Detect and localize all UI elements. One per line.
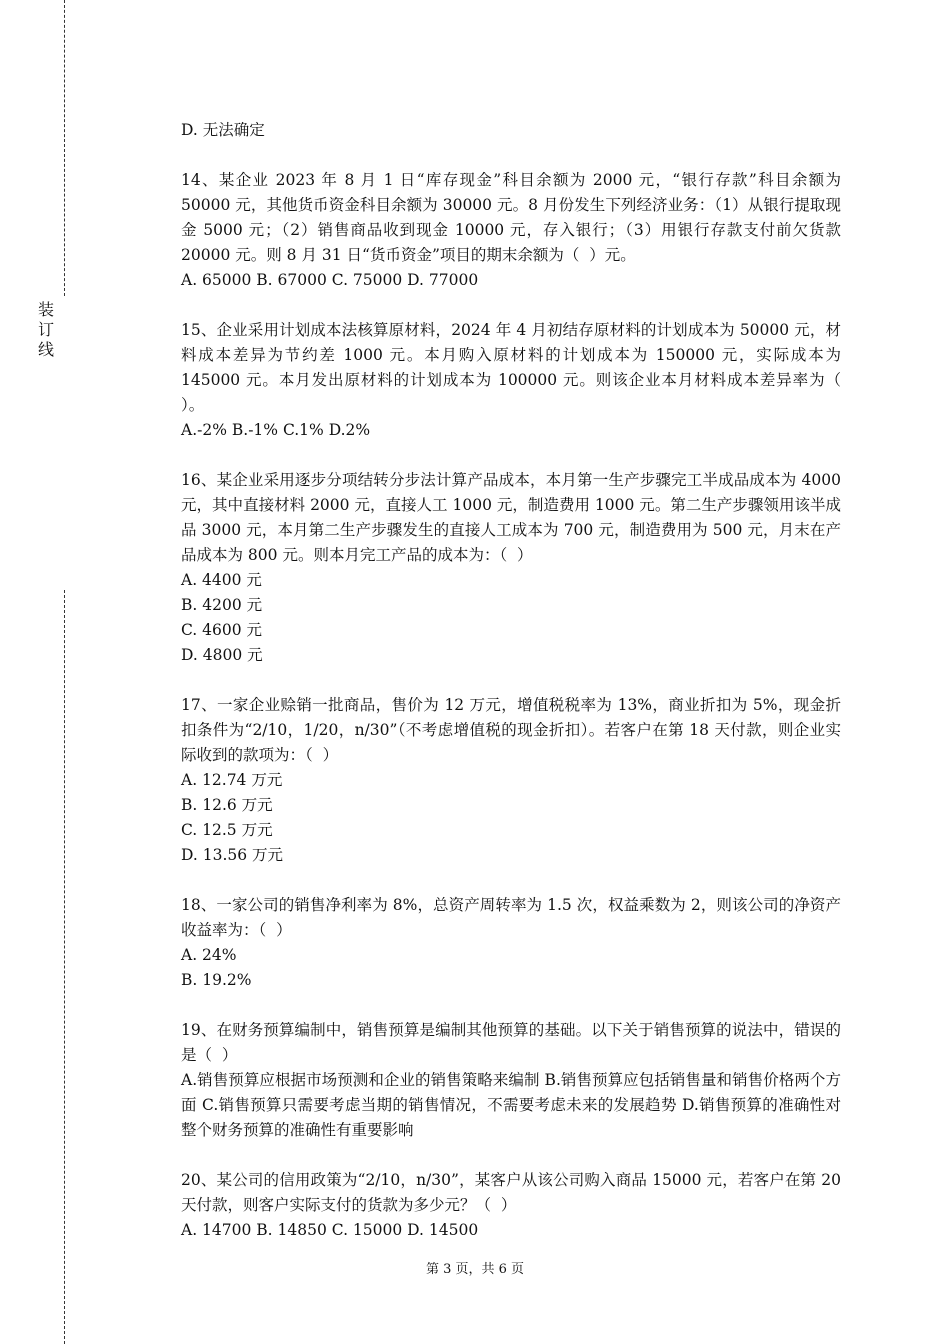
option: D. 4800 元	[181, 646, 263, 664]
page-number: 第 3 页，共 6 页	[425, 1262, 525, 1277]
option: B. 19.2%	[181, 971, 252, 989]
question-stem: 20、某公司的信用政策为“2/10，n/30”，某客户从该公司购入商品 15000 元，若客户在第 20 天付款，则客户实际支付的货款为多少元？（ ）	[181, 1171, 846, 1214]
option: C. 4600 元	[181, 621, 263, 639]
question-stem: 15、企业采用计划成本法核算原材料，2024 年 4 月初结存原材料的计划成本为 50000 元，材料成本差异为节约差 1000 元。本月购入原材料的计划成本为 150000 元，实际成本为 145000 元。本月发出原材料的计划成本为 100000 元。则该企业本月材料成本差异率为（ ）。	[181, 321, 851, 414]
question-stem: 19、在财务预算编制中，销售预算是编制其他预算的基础。以下关于销售预算的说法中，错误的是（ ）	[181, 1021, 841, 1064]
question-16	[181, 468, 846, 668]
option: D. 13.56 万元	[181, 846, 284, 864]
option: C. 12.5 万元	[181, 821, 273, 839]
binding-char: 装	[37, 300, 56, 319]
binding-label	[36, 300, 58, 360]
option: A. 4400 元	[181, 571, 262, 589]
question-stem: 18、一家公司的销售净利率为 8%，总资产周转率为 1.5 次，权益乘数为 2，则该公司的净资产收益率为：（ ）	[181, 896, 841, 939]
option: B. 12.6 万元	[181, 796, 273, 814]
option: A. 24%	[181, 946, 237, 964]
question-stem: 17、一家企业赊销一批商品，售价为 12 万元，增值税税率为 13%，商业折扣为 5%，现金折扣条件为“2/10，1/20，n/30”（不考虑增值税的现金折扣）。若客户在第 18 天付款，则企业实际收到的款项为：（ ）	[181, 696, 841, 764]
option: B. 4200 元	[181, 596, 263, 614]
question-14	[181, 168, 846, 293]
question-19	[181, 1018, 841, 1143]
option: A.销售预算应根据市场预测和企业的销售策略来编制 B.销售预算应包括销售量和销售价格两个方面 C.销售预算只需要考虑当期的销售情况，不需要考虑未来的发展趋势 D.销售预算的准确性对整个财务预算的准确性有重要影响	[181, 1071, 841, 1139]
question-15	[181, 318, 851, 443]
question-list	[181, 118, 851, 1268]
binding-line-bottom	[64, 590, 65, 1344]
option: D. 无法确定	[181, 121, 265, 139]
question-17	[181, 693, 841, 868]
option: A.-2% B.-1% C.1% D.2%	[181, 421, 371, 439]
binding-char: 订	[37, 320, 56, 339]
question-stem: 16、某企业采用逐步分项结转分步法计算产品成本，本月第一生产步骤完工半成品成本为 4000 元，其中直接材料 2000 元，直接人工 1000 元，制造费用 1000 元。第二生产步骤领用该半成品 3000 元，本月第二生产步骤发生的直接人工成本为 700 元，制造费用为 500 元，月末在产品成本为 800 元。则本月完工产品的成本为：（ ）	[181, 471, 846, 564]
binding-line-top	[64, 0, 65, 296]
option: A. 12.74 万元	[181, 771, 283, 789]
question-13-tail	[181, 118, 841, 143]
question-20	[181, 1168, 846, 1243]
option: A. 65000 B. 67000 C. 75000 D. 77000	[181, 271, 479, 289]
binding-char: 线	[37, 340, 56, 359]
question-18	[181, 893, 841, 993]
option: A. 14700 B. 14850 C. 15000 D. 14500	[181, 1221, 479, 1239]
question-stem: 14、某企业 2023 年 8 月 1 日“库存现金”科目余额为 2000 元，“银行存款”科目余额为 50000 元，其他货币资金科目余额为 30000 元。8 月份发生下列经济业务：（1）从银行提取现金 5000 元；（2）销售商品收到现金 10000 元，存入银行；（3）用银行存款支付前欠货款 20000 元。则 8 月 31 日“货币资金”项目的期末余额为（ ）元。	[181, 171, 846, 264]
